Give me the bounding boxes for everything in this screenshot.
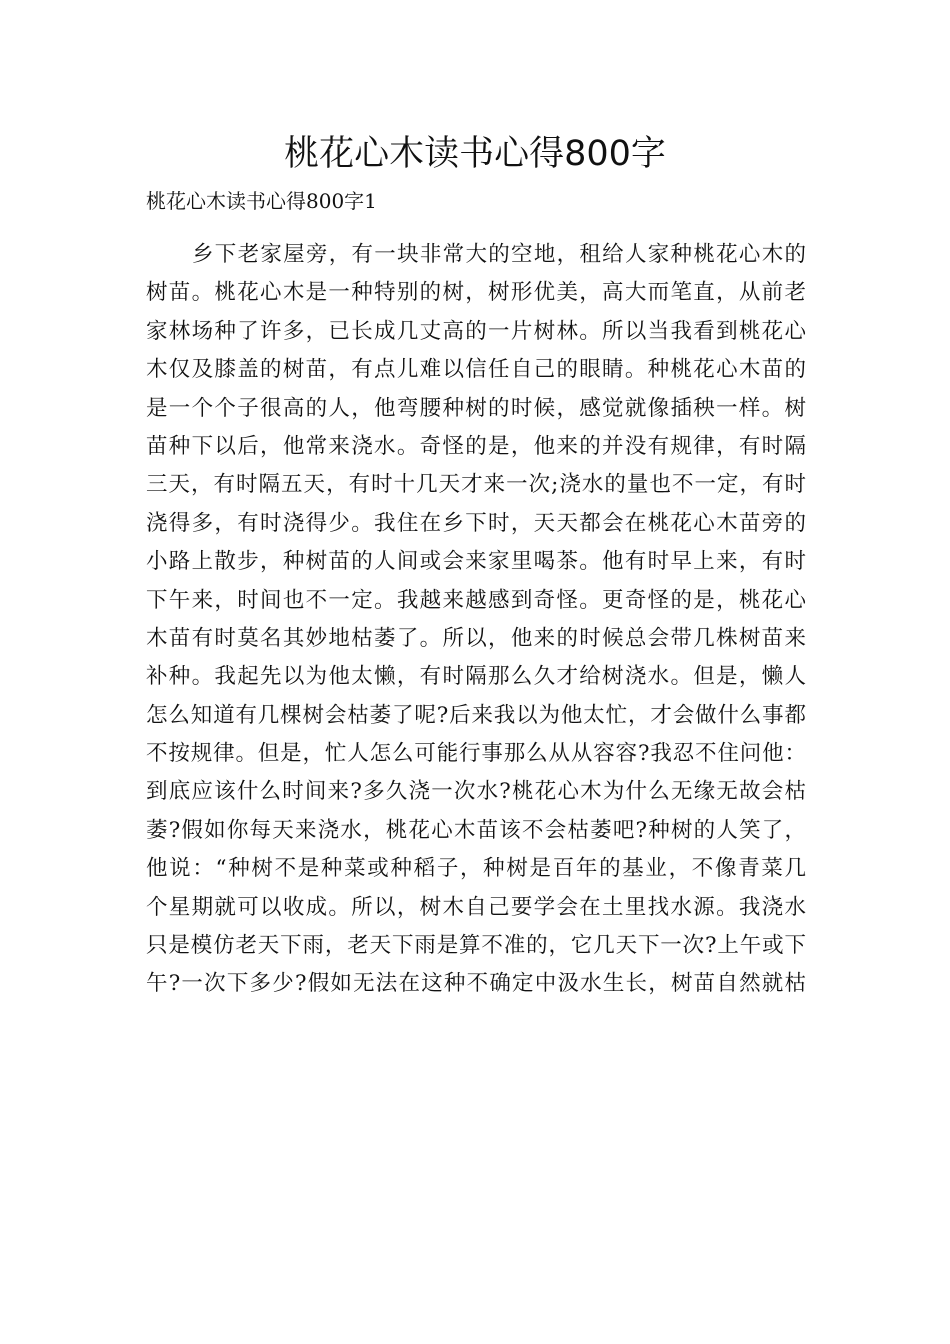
paragraph-line: 苗种下以后，他常来浇水。奇怪的是，他来的并没有规律，有时隔: [146, 433, 806, 459]
document-title: 桃花心木读书心得800字: [284, 134, 666, 174]
paragraph-line: 不按规律。但是，忙人怎么可能行事那么从从容容?我忍不住问他：: [146, 741, 806, 767]
paragraph-line: 他说：“种树不是种菜或种稻子，种树是百年的基业，不像青菜几: [146, 856, 806, 882]
paragraph-line: 木仅及膝盖的树苗，有点儿难以信任自己的眼睛。种桃花心木苗的: [146, 357, 806, 383]
paragraph-line: 乡下老家屋旁，有一块非常大的空地，租给人家种桃花心木的: [192, 242, 806, 267]
paragraph-line: 到底应该什么时间来?多久浇一次水?桃花心木为什么无缘无故会枯: [146, 779, 806, 805]
paragraph-line: 只是模仿老天下雨，老天下雨是算不准的，它几天下一次?上午或下: [146, 933, 806, 959]
paragraph-line: 家林场种了许多，已长成几丈高的一片树林。所以当我看到桃花心: [146, 318, 806, 344]
paragraph-line: 树苗。桃花心木是一种特别的树，树形优美，高大而笔直，从前老: [146, 280, 806, 306]
paragraph-line: 个星期就可以收成。所以，树木自己要学会在土里找水源。我浇水: [146, 894, 806, 920]
paragraph-line: 小路上散步，种树苗的人间或会来家里喝茶。他有时早上来，有时: [146, 549, 806, 575]
paragraph-line: 午?一次下多少?假如无法在这种不确定中汲水生长，树苗自然就枯: [146, 971, 806, 997]
paragraph-line: 下午来，时间也不一定。我越来越感到奇怪。更奇怪的是，桃花心: [146, 587, 806, 613]
document-subtitle: 桃花心木读书心得800字1: [146, 189, 377, 213]
paragraph-line: 是一个个子很高的人，他弯腰种树的时候，感觉就像插秧一样。树: [146, 395, 806, 421]
paragraph-line: 萎?假如你每天来浇水，桃花心木苗该不会枯萎吧?种树的人笑了，: [146, 817, 806, 843]
paragraph-line: 补种。我起先以为他太懒，有时隔那么久才给树浇水。但是，懒人: [146, 664, 806, 690]
paragraph-line: 三天，有时隔五天，有时十几天才来一次;浇水的量也不一定，有时: [146, 472, 806, 498]
paragraph-line: 木苗有时莫名其妙地枯萎了。所以，他来的时候总会带几株树苗来: [146, 625, 806, 651]
paragraph-line: 怎么知道有几棵树会枯萎了呢?后来我以为他太忙，才会做什么事都: [146, 702, 806, 728]
paragraph-line: 浇得多，有时浇得少。我住在乡下时，天天都会在桃花心木苗旁的: [146, 510, 806, 536]
body-paragraph: [146, 236, 806, 1004]
